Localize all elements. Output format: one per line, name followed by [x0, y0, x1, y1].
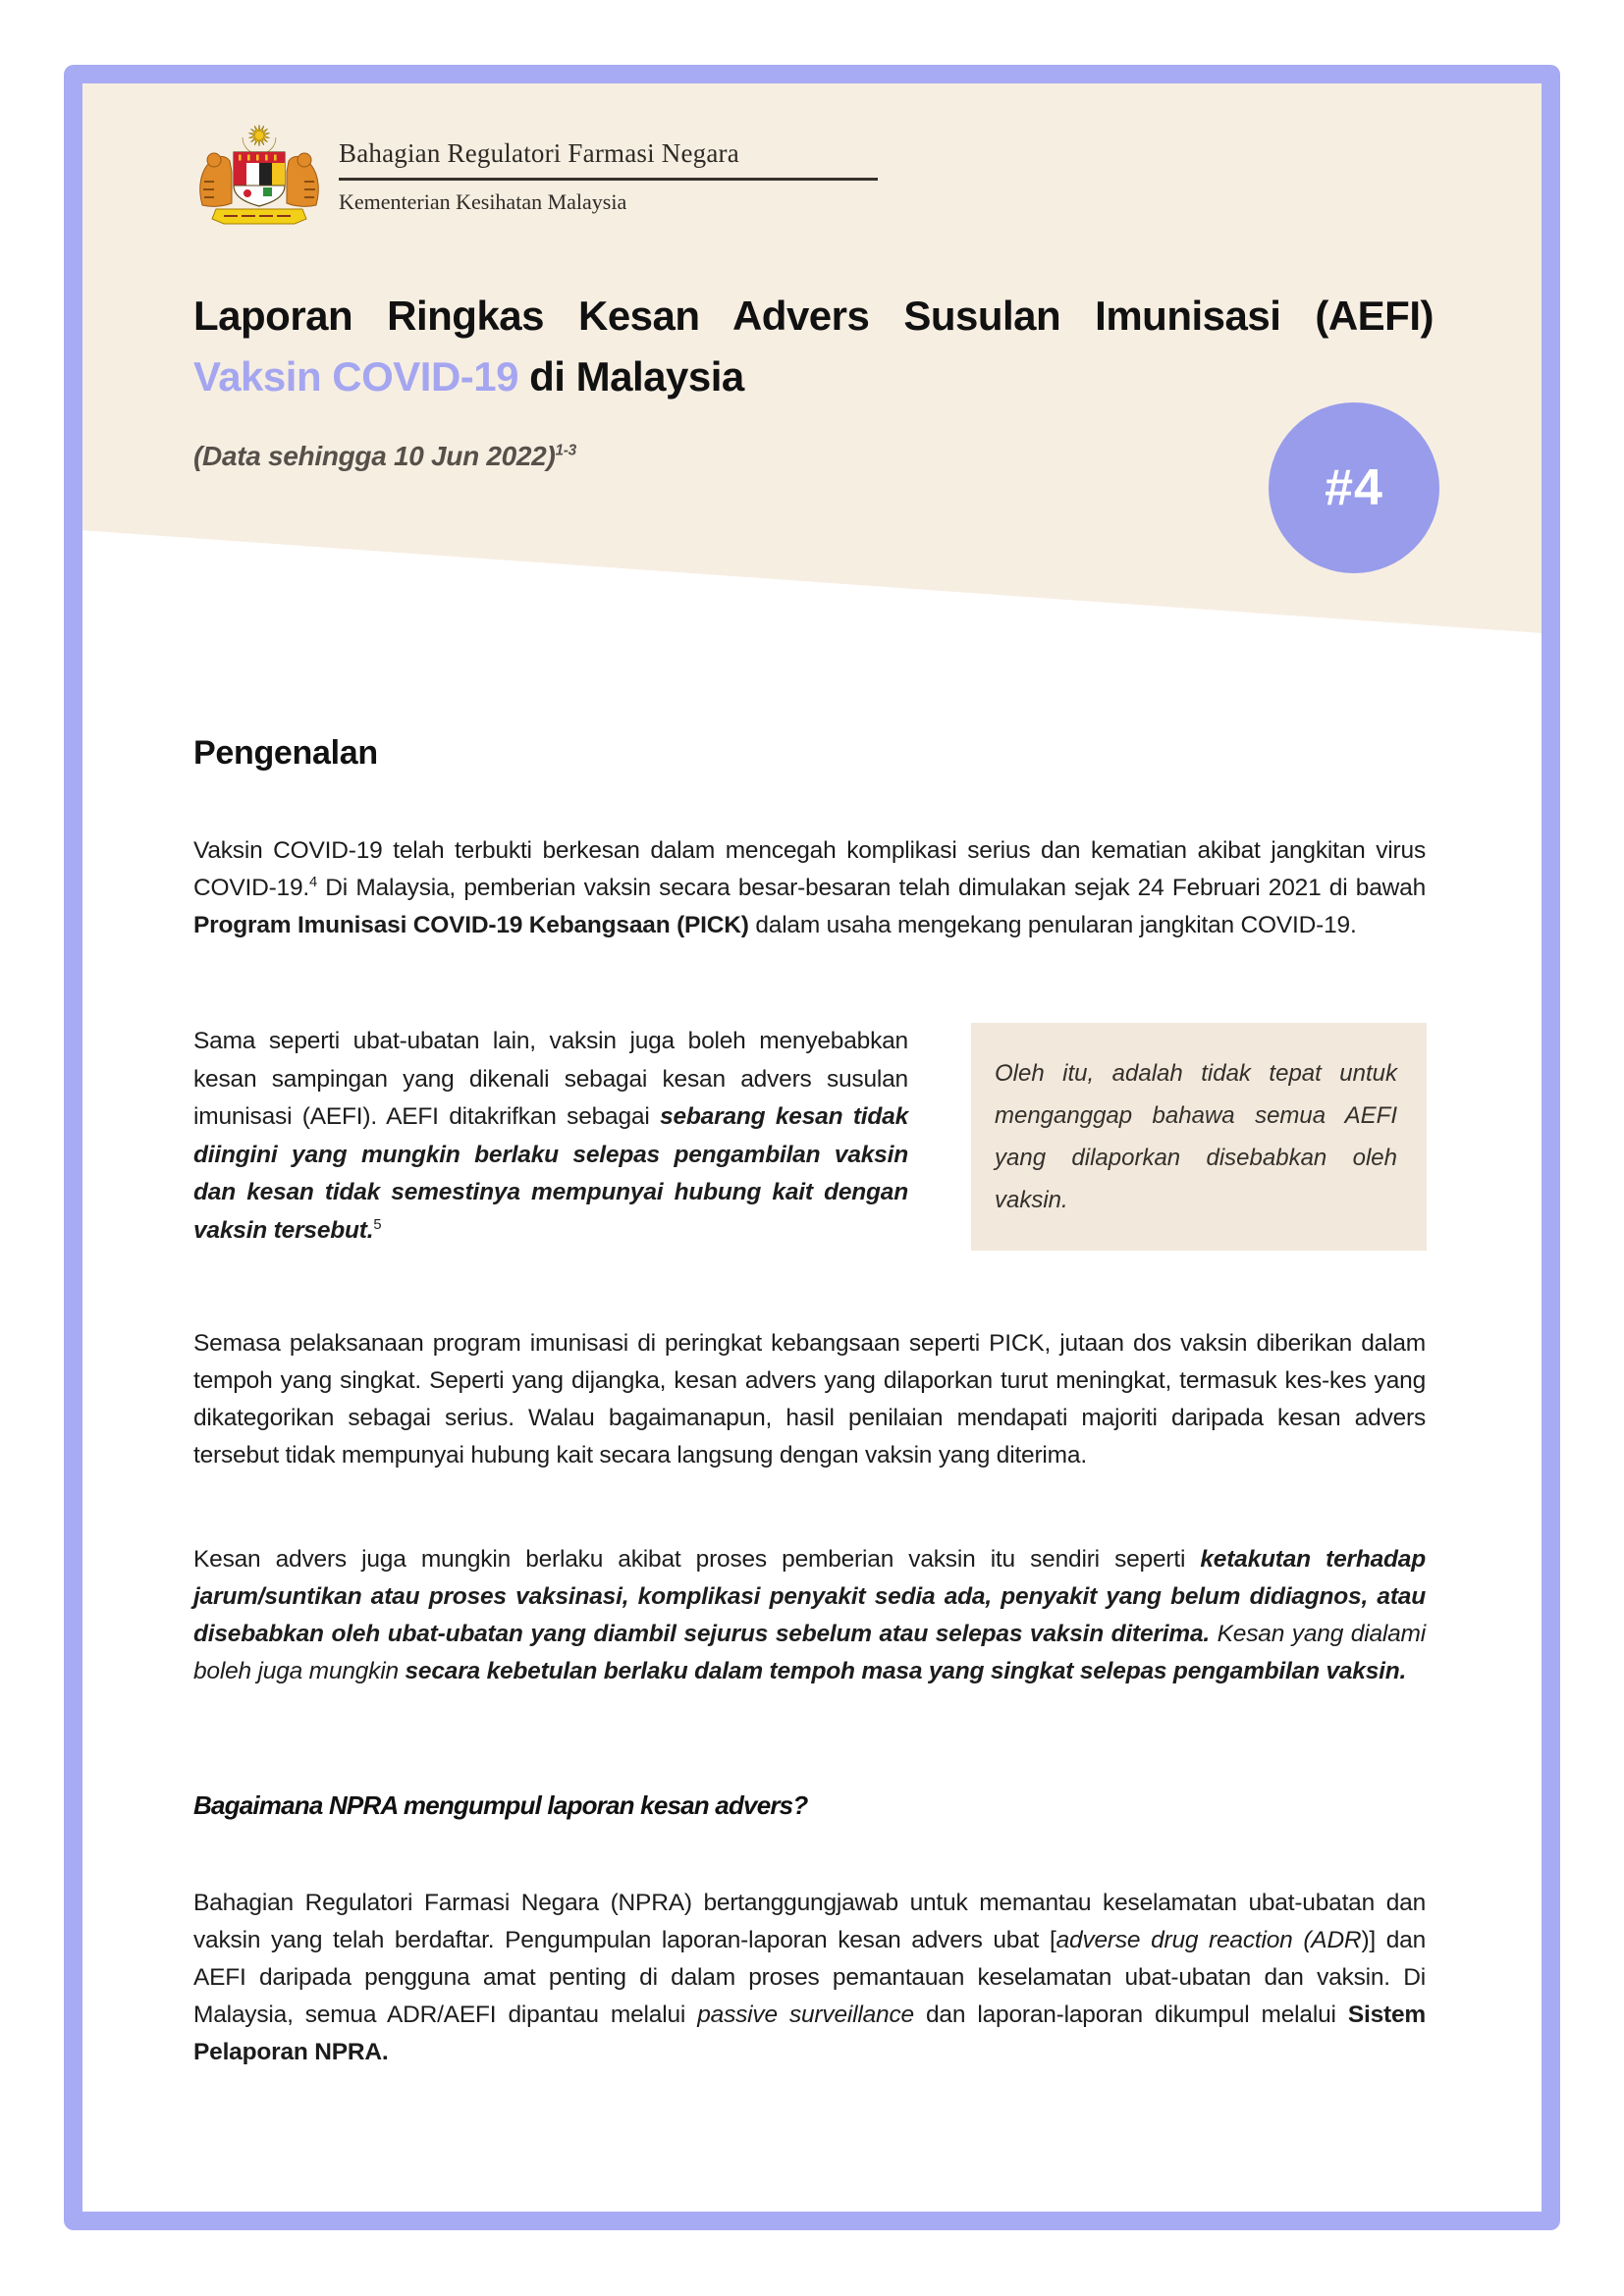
aefi-definition-paragraph: Sama seperti ubat-ubatan lain, vaksin juga boleh menyebabkan kesan sampingan yang dikenali sebagai kesan advers susulan imunisasi (AEFI). AEFI ditakrifkan sebagai sebarang kesan tidak diingini yang mungkin berlaku selepas pengambilan vaksin dan kesan tidak semestinya mempunyai hubung kait dengan vaksin tersebut.$^5$	[193, 1028, 908, 1244]
title-line2-rest: di Malaysia	[517, 353, 744, 400]
org-divider	[339, 178, 878, 181]
report-title	[193, 286, 1434, 407]
data-cutoff-text: (Data sehingga 10 Jun 2022)	[193, 441, 556, 471]
intro-paragraph: Vaksin COVID-19 telah terbukti berkesan dalam mencegah komplikasi serius dan kematian akibat jangkitan virus COVID-19.$^4$ Di Malaysia, pemberian vaksin secara besar-besaran telah dimulakan sejak 24 Februari 2021 di bawah Program Imunisasi COVID-19 Kebangsaan (PICK) dalam usaha mengekang penularan jangkitan COVID-19.	[193, 837, 1426, 938]
crest-star-icon	[248, 125, 269, 146]
report-title-line1: Laporan Ringkas Kesan Advers Susulan Imunisasi (AEFI)	[193, 293, 1434, 339]
org-header	[339, 138, 878, 215]
org-subname: Kementerian Kesihatan Malaysia	[339, 189, 627, 214]
malaysia-coat-of-arms-logo	[190, 123, 328, 231]
issue-number-badge: #4	[1269, 402, 1439, 573]
two-column-row	[193, 1023, 1427, 1251]
crest-shield	[234, 152, 285, 206]
title-highlight: Vaksin COVID-19	[193, 353, 518, 400]
section-heading-pengenalan: Pengenalan	[193, 734, 378, 772]
callout-text: Oleh itu, adalah tidak tepat untuk menganggap bahawa semua AEFI yang dilaporkan disebabkan oleh vaksin.	[995, 1060, 1397, 1213]
subheading-question: Bagaimana NPRA mengumpul laporan kesan advers?	[193, 1790, 808, 1820]
report-title-line2	[193, 347, 1434, 407]
page-border-frame	[64, 65, 1560, 2230]
crest-tiger-right	[287, 153, 318, 206]
org-name: Bahagian Regulatori Farmasi Negara	[339, 138, 739, 168]
callout-box	[971, 1023, 1427, 1251]
data-cutoff-note	[193, 441, 576, 472]
crest-tiger-left	[200, 153, 232, 206]
page-content-area	[82, 83, 1542, 2212]
coincidental-effects-paragraph: Kesan advers juga mungkin berlaku akibat proses pemberian vaksin itu sendiri seperti ketakutan terhadap jarum/suntikan atau proses vaksinasi, komplikasi penyakit sedia ada, penyakit yang belum didiagnos, atau disebabkan oleh ubat-ubatan yang diambil sejurus sebelum atau selepas vaksin diterima. Kesan yang dialami boleh juga mungkin secara kebetulan berlaku dalam tempoh masa yang singkat selepas pengambilan vaksin.	[193, 1546, 1426, 1684]
data-cutoff-references: 1-3	[555, 442, 576, 459]
npra-surveillance-paragraph: Bahagian Regulatori Farmasi Negara (NPRA) bertanggungjawab untuk memantau keselamatan ubat-ubatan dan vaksin yang telah berdaftar. Pengumpulan laporan-laporan kesan advers ubat [adverse drug reaction (ADR)] dan AEFI daripada pengguna amat penting di dalam proses pemantauan keselamatan ubat-ubatan dan vaksin. Di Malaysia, semua ADR/AEFI dipantau melalui passive surveillance dan laporan-laporan dikumpul melalui Sistem Pelaporan NPRA.	[193, 1890, 1427, 2065]
pick-rollout-paragraph: Semasa pelaksanaan program imunisasi di peringkat kebangsaan seperti PICK, jutaan dos vaksin diberikan dalam tempoh yang singkat. Seperti yang dijangka, kesan advers yang dilaporkan turut meningkat, termasuk kes-kes yang dikategorikan sebagai serius. Walau bagaimanapun, hasil penilaian mendapati majoriti daripada kesan advers tersebut tidak mempunyai hubung kait secara langsung dengan vaksin yang diterima.	[193, 1330, 1426, 1468]
crest-motto-banner	[212, 209, 306, 224]
